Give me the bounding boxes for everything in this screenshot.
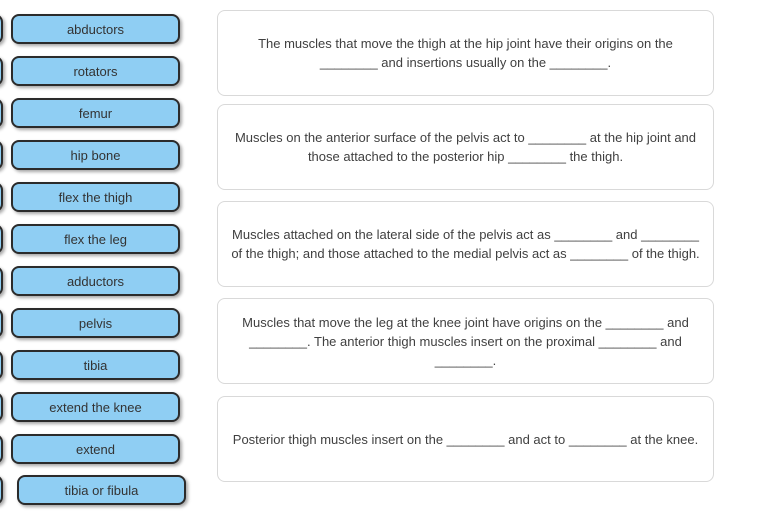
word-tile[interactable]: adductors — [11, 266, 180, 296]
offscreen-tile-edge — [0, 224, 3, 254]
offscreen-tile-edge — [0, 434, 3, 464]
word-tile[interactable]: extend the knee — [11, 392, 180, 422]
offscreen-tile-edge — [0, 98, 3, 128]
question-box[interactable] — [217, 396, 714, 482]
question-text: Muscles that move the leg at the knee joint have origins on the ________ and ________. The anterior thigh muscles insert on the proximal ________ and ________. — [242, 314, 689, 368]
word-tile[interactable]: flex the thigh — [11, 182, 180, 212]
offscreen-tile-edge — [0, 266, 3, 296]
offscreen-tile-edge — [0, 14, 3, 44]
offscreen-tile-edge — [0, 350, 3, 380]
word-tile[interactable]: tibia — [11, 350, 180, 380]
offscreen-tile-edge — [0, 308, 3, 338]
word-tile[interactable]: abductors — [11, 14, 180, 44]
question-box[interactable] — [217, 10, 714, 96]
question-text: The muscles that move the thigh at the hip joint have their origins on the ________ and insertions usually on the ________. — [258, 36, 673, 70]
question-box[interactable] — [217, 104, 714, 190]
offscreen-tile-edge — [0, 140, 3, 170]
word-tile[interactable]: femur — [11, 98, 180, 128]
word-tile[interactable]: extend — [11, 434, 180, 464]
word-tile[interactable]: rotators — [11, 56, 180, 86]
word-tile[interactable]: flex the leg — [11, 224, 180, 254]
question-box[interactable] — [217, 201, 714, 287]
word-tile[interactable]: pelvis — [11, 308, 180, 338]
word-tile[interactable]: tibia or fibula — [17, 475, 186, 505]
offscreen-tile-edge — [0, 392, 3, 422]
offscreen-tile-edge — [0, 475, 3, 505]
offscreen-tile-edge — [0, 56, 3, 86]
question-text: Muscles on the anterior surface of the pelvis act to ________ at the hip joint and those attached to the posterior hip ________ the thigh. — [234, 130, 697, 164]
question-text: Posterior thigh muscles insert on the ________ and act to ________ at the knee. — [232, 431, 699, 447]
question-box[interactable] — [217, 298, 714, 384]
offscreen-tile-edge — [0, 182, 3, 212]
question-text: Muscles attached on the lateral side of the pelvis act as ________ and ________ of the thigh; and those attached to the medial pelvis act as ________ of the thigh. — [231, 227, 700, 261]
word-tile[interactable]: hip bone — [11, 140, 180, 170]
